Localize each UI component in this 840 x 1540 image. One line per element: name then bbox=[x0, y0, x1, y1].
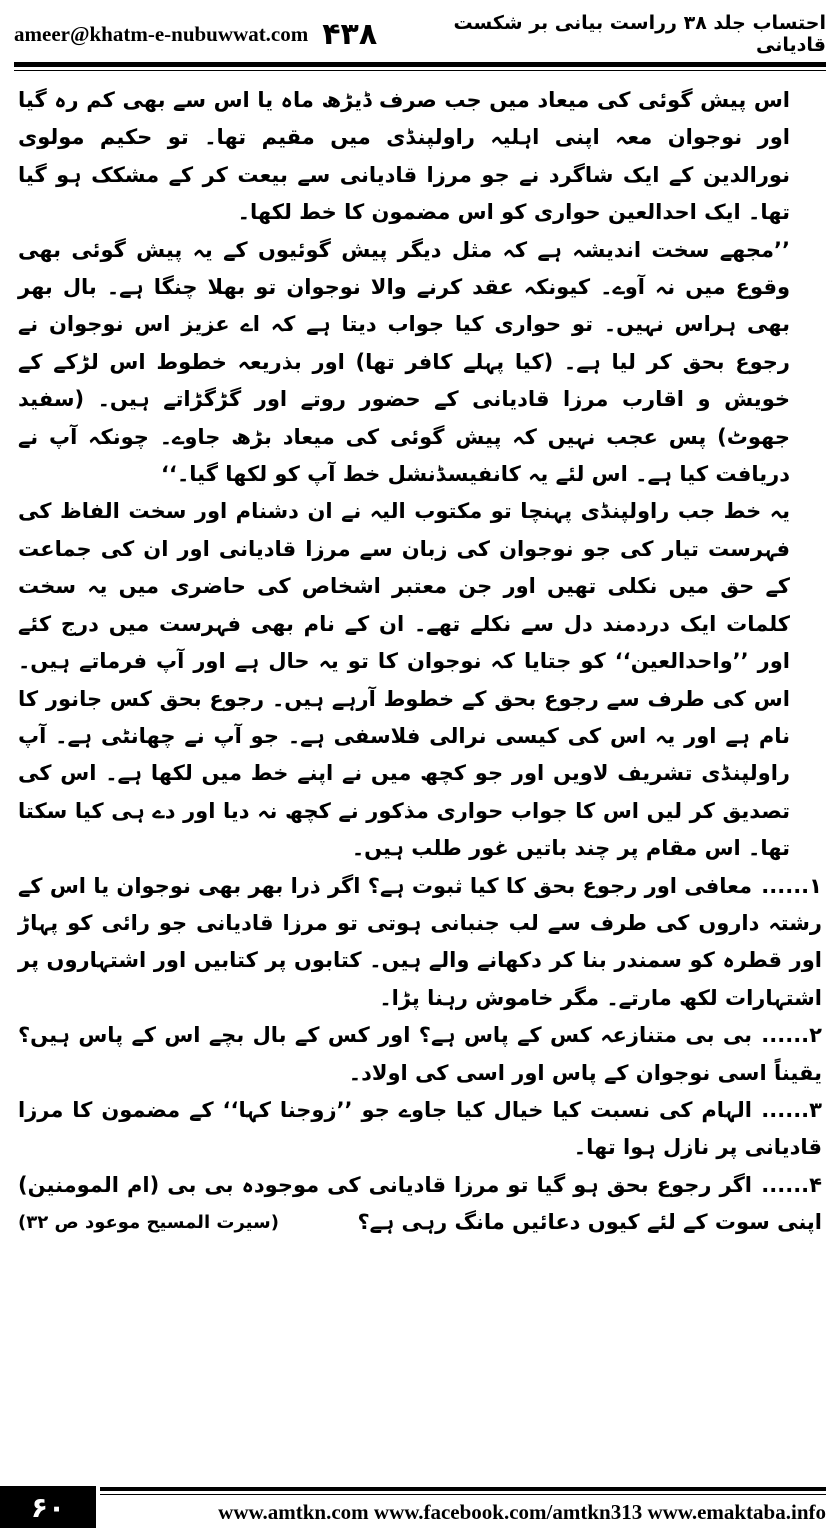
point-4 bbox=[18, 1167, 822, 1242]
citation: (سیرت المسیح موعود ص ۳۲) bbox=[18, 1212, 279, 1234]
point-text: بی بی متنازعہ کس کے پاس ہے؟ اور کس کے بال بچے اس کے پاس ہیں؟ یقیناً اسی نوجوان کے پاس اور اسی کی اولاد۔ bbox=[18, 1023, 822, 1085]
footer-rule-thin bbox=[100, 1494, 826, 1495]
header-rule-thick bbox=[14, 62, 826, 67]
point-number: ۱...... bbox=[761, 873, 822, 898]
paragraph-1: اس پیش گوئی کی میعاد میں جب صرف ڈیڑھ ماہ یا اس سے بھی کم رہ گیا اور نوجوان معہ اپنی اہلیہ راولپنڈی میں مقیم تھا۔ تو حکیم مولوی نورالدین کے ایک شاگرد نے جو مرزا قادیانی سے بیعت کر کے مشکک ہو گیا تھا۔ ایک احدالعین حواری کو اس مضمون کا خط لکھا۔ bbox=[18, 88, 790, 225]
paragraph-quote: ’’مجھے سخت اندیشہ ہے کہ مثل دیگر پیش گوئیوں کے یہ پیش گوئی بھی وقوع میں نہ آوے۔ کیونکہ عقد کرنے والا نوجوان تو بھلا چنگا ہے۔ بال بھر بھی ہراس نہیں۔ تو حواری کیا جواب دیتا ہے کہ اے عزیز اس نوجوان نے رجوع بحق کر لیا ہے۔ (کیا پہلے کافر تھا) اور بذریعہ خطوط اس لڑکے کے خویش و اقارب مرزا قادیانی کے حضور روتے اور گڑگڑاتے ہیں۔ (سفید جھوٹ) پس عجب نہیں کہ پیش گوئی کی میعاد بڑھ جاوے۔ چونکہ آپ نے دریافت کیا ہے۔ اس لئے یہ کانفیسڈنشل خط آپ کو لکھا گیا۔‘‘ bbox=[18, 237, 790, 487]
footer-links: www.amtkn.com www.facebook.com/amtkn313 www.emaktaba.info bbox=[218, 1500, 826, 1524]
page-header bbox=[14, 12, 826, 56]
footer-page-badge: ۶۰ bbox=[0, 1486, 96, 1528]
point-2 bbox=[18, 1017, 822, 1092]
point-text: اگر رجوع بحق ہو گیا تو مرزا قادیانی کی موجودہ بی بی (ام المومنین) اپنی سوت کے لئے کیوں دعائیں مانگ رہی ہے؟ bbox=[18, 1172, 822, 1235]
header-email: ameer@khatm-e-nubuwwat.com bbox=[14, 21, 309, 46]
point-3 bbox=[18, 1092, 822, 1167]
point-number: ۳...... bbox=[761, 1097, 822, 1122]
header-left bbox=[14, 17, 377, 52]
point-text: معافی اور رجوع بحق کا کیا ثبوت ہے؟ اگر ذرا بھر بھی نوجوان یا اس کے رشتہ داروں کی طرف سے لب جنبانی ہوتی تو مرزا قادیانی جو رائی کو پہاڑ اور قطرہ کو سمندر بنا کر دکھانے والے ہیں۔ کتابوں پر کتابیں اور اشتہاروں پر اشتہارات لکھ مارتے۔ مگر خاموش رہنا پڑا۔ bbox=[18, 873, 822, 1010]
point-1 bbox=[18, 868, 822, 1018]
point-number: ۲...... bbox=[761, 1023, 822, 1048]
paragraph-3: یہ خط جب راولپنڈی پہنچا تو مکتوب الیہ نے ان دشنام اور سخت الفاظ کی فہرست تیار کی جو نوجوان کی زبان سے مرزا قادیانی اور ان کی جماعت کے حق میں نکلی تھیں اور جن معتبر اشخاص کی حاضری میں یہ سخت کلمات ایک دردمند دل سے نکلے تھے۔ ان کے نام بھی فہرست میں درج کئے اور ’’واحدالعین‘‘ کو جتایا کہ نوجوان کا تو یہ حال ہے اور آپ فرماتے ہیں۔ اس کی طرف سے رجوع بحق کے خطوط آرہے ہیں۔ رجوع بحق کس جانور کا نام ہے اور یہ اس کی کیسی نرالی فلاسفی ہے۔ جو آپ نے چھانٹی ہے۔ آپ راولپنڈی تشریف لاویں اور جو کچھ میں نے اپنے خط میں لکھا ہے۔ اس کی تصدیق کر لیں اس کا جواب حواری مذکور نے کچھ نہ دیا اور دے ہی کیا سکتا تھا۔ اس مقام پر چند باتیں غور طلب ہیں۔ bbox=[18, 499, 790, 861]
point-text: الہام کی نسبت کیا خیال کیا جاوے جو ’’زوجنا کہا‘‘ کے مضمون کا مرزا قادیانی پر نازل ہوا تھا۔ bbox=[18, 1097, 822, 1160]
header-rule-thin bbox=[14, 70, 826, 71]
point-number: ۴...... bbox=[761, 1172, 822, 1197]
footer-rule-thick bbox=[100, 1487, 826, 1491]
page-body bbox=[18, 82, 822, 1242]
header-title: احتساب جلد ۳۸ رراست بیانی بر شکست قادیانی bbox=[453, 12, 826, 56]
header-page-number: ۴۳۸ bbox=[322, 16, 378, 52]
